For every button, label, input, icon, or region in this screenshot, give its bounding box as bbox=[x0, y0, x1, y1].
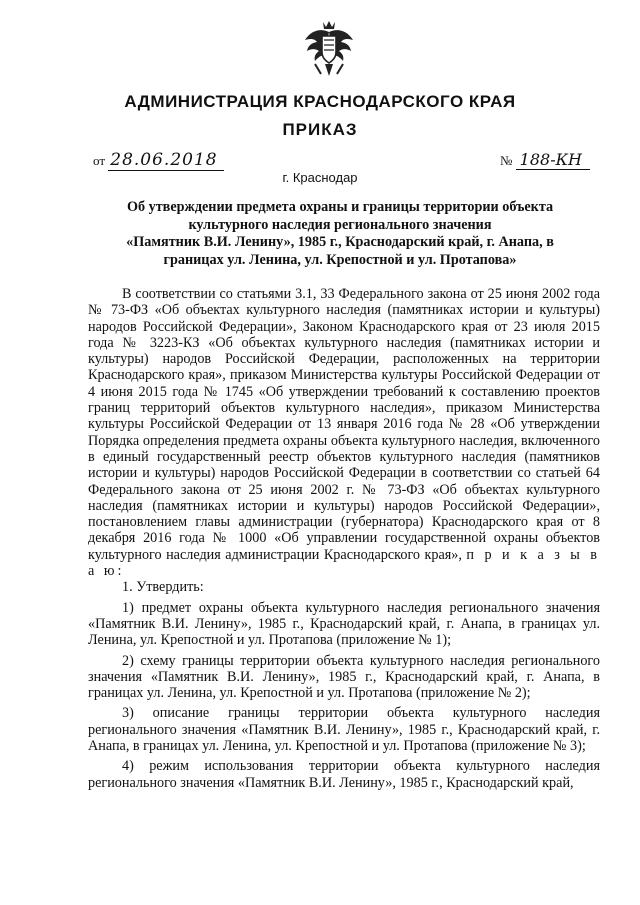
document-title bbox=[90, 199, 590, 269]
subitem-3: 3) описание границы территории объекта культурного наследия регионального значения «Памятник В.И. Ленину», 1985 г., Краснодарский край, г. Анапа, в границах ул. Ленина, ул. Крепостной и ул. Протапова (приложение № 3); bbox=[88, 705, 600, 755]
document-type: ПРИКАЗ bbox=[282, 120, 358, 139]
subitem-2: 2) схему границы территории объекта культурного наследия регионального значения «Памятник В.И. Ленину», 1985 г., Краснодарский край, г. Анапа, в границах ул. Ленина, ул. Крепостной и ул. Протапова (приложение № 2); bbox=[88, 652, 600, 702]
order-word: п р и к а з ы в а ю: bbox=[88, 546, 600, 580]
number-prefix: № bbox=[500, 153, 513, 168]
title-line: Об утверждении предмета охраны и границы территории объекта bbox=[126, 199, 554, 215]
document-number bbox=[500, 150, 590, 169]
document-body bbox=[88, 286, 600, 791]
preamble-text: В соответствии со статьями 3.1, 33 Федерального закона от 25 июня 2002 года № 73-ФЗ «Об объектах культурного наследия (памятниках истории и культуры) народов Российской Федерации», Законом Краснодарского края от 23 июля 2015 года № 3223-КЗ «Об объектах культурного наследия (памятниках истории и культуры) народов Российской Федерации, расположенных на территории Краснодарского края», приказом Министерства культуры Российской Федерации от 4 июня 2015 года № 1745 «Об утверждении требований к составлению проектов границ территорий объектов культурного наследия», приказом Министерства культуры Российской Федерации от 13 января 2016 года № 28 «Об утверждении Порядка определения предмета охраны объекта культурного наследия, включенного в единый государственный реестр объектов культурного наследия (памятников истории и культуры) народов Российской Федерации в соответствии со статьей 64 Федерального закона от 25 июня 2002 г. № 73-ФЗ «Об объектах культурного наследия (памятниках истории и культуры) народов Российской Федерации», постановлением главы администрации (губернатора) Краснодарского края от 8 декабря 2016 года № 1000 «Об управлении государственной охраны объектов культурного наследия администрации Краснодарского края», bbox=[88, 286, 600, 563]
title-line: культурного наследия регионального значения bbox=[188, 216, 492, 233]
document-date bbox=[93, 150, 224, 170]
organization-name: АДМИНИСТРАЦИЯ КРАСНОДАРСКОГО КРАЯ bbox=[124, 92, 516, 111]
city-name: г. Краснодар bbox=[282, 170, 358, 185]
title-line: «Памятник В.И. Ленину», 1985 г., Краснодарский край, г. Анапа, в bbox=[126, 234, 554, 250]
preamble-paragraph bbox=[88, 286, 600, 579]
date-prefix: от bbox=[93, 153, 106, 168]
handwritten-number: 188-КН bbox=[516, 150, 590, 170]
item-1: 1. Утвердить: bbox=[122, 579, 204, 596]
title-line: границах ул. Ленина, ул. Крепостной и ул. Протапова» bbox=[163, 251, 517, 268]
coat-of-arms-emblem bbox=[303, 18, 355, 80]
subitem-1: 1) предмет охраны объекта культурного наследия регионального значения «Памятник В.И. Ленину», 1985 г., Краснодарский край, г. Анапа, в границах ул. Ленина, ул. Крепостной и ул. Протапова (приложение № 1); bbox=[88, 599, 600, 649]
handwritten-date: 28.06.2018 bbox=[108, 150, 223, 171]
subitem-4: 4) режим использования территории объекта культурного наследия регионального значения «Памятник В.И. Ленину», 1985 г., Краснодарский край, bbox=[88, 758, 600, 791]
